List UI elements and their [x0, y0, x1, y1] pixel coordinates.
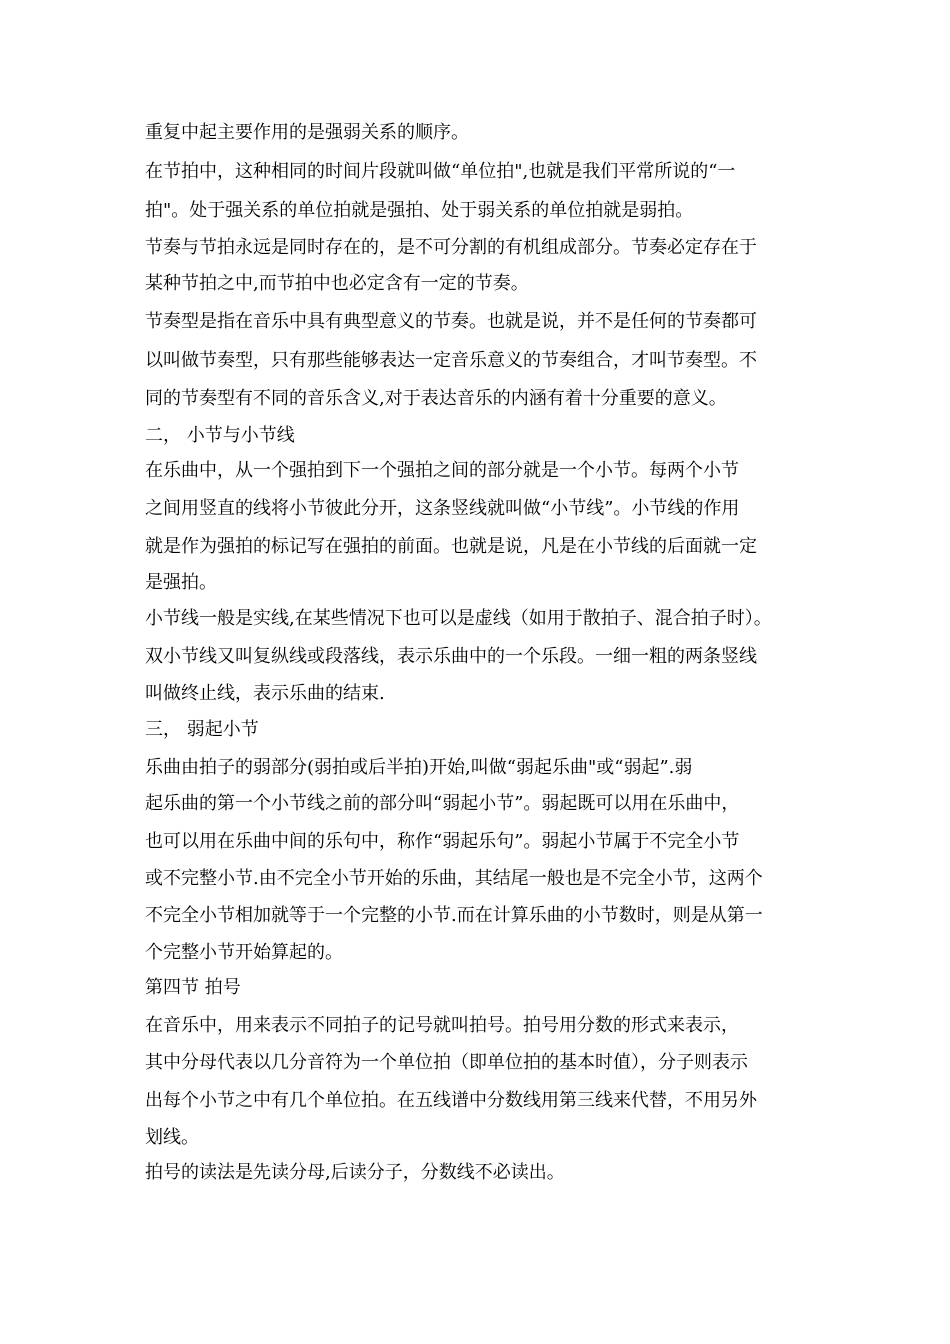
text-line: 小节线一般是实线,在某些情况下也可以是虚线（如用于散拍子、混合拍子时）。: [145, 608, 772, 629]
text-line: 出每个小节之中有几个单位拍。在五线谱中分数线用第三线来代替，不用另外: [145, 1090, 757, 1111]
text-line: 其中分母代表以几分音符为一个单位拍（即单位拍的基本时值），分子则表示: [145, 1052, 748, 1073]
text-line: 在节拍中，这种相同的时间片段就叫做“单位拍",也就是我们平常所说的“一: [145, 161, 736, 182]
text-line: 拍号的读法是先读分母,后读分子，分数线不必读出。: [145, 1162, 565, 1183]
text-line: 之间用竖直的线将小节彼此分开，这条竖线就叫做“小节线”。小节线的作用: [145, 498, 740, 519]
section-heading: 二， 小节与小节线: [145, 425, 295, 446]
text-line: 双小节线又叫复纵线或段落线，表示乐曲中的一个乐段。一细一粗的两条竖线: [145, 646, 757, 667]
text-line: 叫做终止线，表示乐曲的结束.: [145, 683, 385, 704]
text-line: 起乐曲的第一个小节线之前的部分叫“弱起小节”。弱起既可以用在乐曲中，: [145, 793, 740, 814]
text-line: 也可以用在乐曲中间的乐句中，称作“弱起乐句”。弱起小节属于不完全小节: [145, 831, 740, 852]
text-line: 同的节奏型有不同的音乐含义,对于表达音乐的内涵有着十分重要的意义。: [145, 388, 727, 409]
text-line: 拍"。处于强关系的单位拍就是强拍、处于弱关系的单位拍就是弱拍。: [145, 200, 694, 221]
text-line: 乐曲由拍子的弱部分(弱拍或后半拍)开始,叫做“弱起乐曲"或“弱起”.弱: [145, 757, 693, 778]
section-heading: 三， 弱起小节: [145, 719, 259, 740]
text-line: 节奏型是指在音乐中具有典型意义的节奏。也就是说，并不是任何的节奏都可: [145, 311, 757, 332]
text-line: 在音乐中，用来表示不同拍子的记号就叫拍号。拍号用分数的形式来表示，: [145, 1015, 739, 1036]
text-line: 以叫做节奏型，只有那些能够表达一定音乐意义的节奏组合，才叫节奏型。不: [145, 350, 757, 371]
text-line: 节奏与节拍永远是同时存在的，是不可分割的有机组成部分。节奏必定存在于: [145, 237, 757, 258]
text-line: 是强拍。: [145, 572, 217, 593]
text-line: 不完全小节相加就等于一个完整的小节.而在计算乐曲的小节数时，则是从第一: [145, 905, 763, 926]
text-line: 就是作为强拍的标记写在强拍的前面。也就是说，凡是在小节线的后面就一定: [145, 536, 757, 557]
text-line: 划线。: [145, 1127, 199, 1148]
text-line: 在乐曲中，从一个强拍到下一个强拍之间的部分就是一个小节。每两个小节: [145, 460, 739, 481]
text-line: 个完整小节开始算起的。: [145, 942, 343, 963]
text-line: 重复中起主要作用的是强弱关系的顺序。: [145, 122, 469, 143]
text-line: 或不完整小节.由不完全小节开始的乐曲，其结尾一般也是不完全小节，这两个: [145, 868, 763, 889]
text-line: 某种节拍之中,而节拍中也必定含有一定的节奏。: [145, 273, 529, 294]
section-heading: 第四节 拍号: [145, 977, 241, 998]
